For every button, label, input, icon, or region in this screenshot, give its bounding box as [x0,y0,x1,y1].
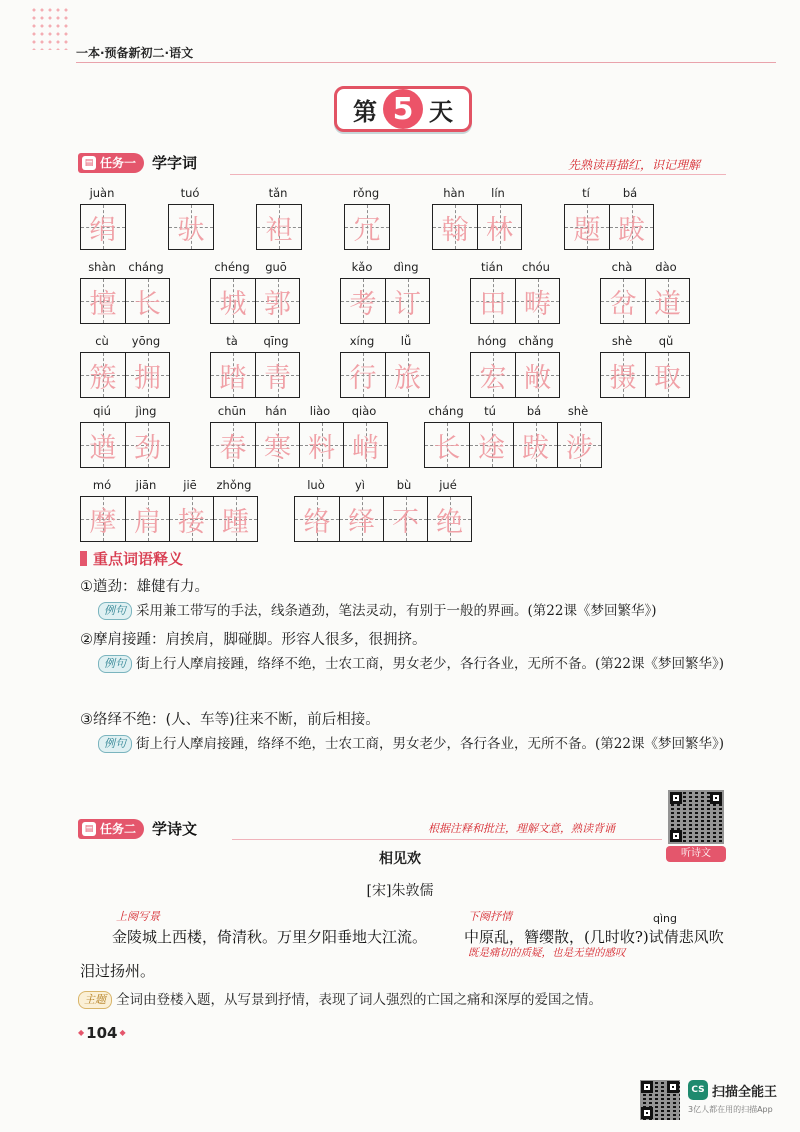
vocab-heading [80,548,183,569]
pinyin-row [210,260,300,276]
tracing-cells [210,422,388,468]
tracing-char: 肩 [134,506,161,538]
tracing-char: 岔 [609,288,637,320]
poem-line-3: 泪过扬州。 [80,962,156,980]
pinyin-row [168,186,214,202]
tracing-cell [341,279,385,323]
pinyin: shè [567,404,589,418]
tracing-char: 络 [303,506,331,538]
tracing-cells [600,352,690,398]
tracing-cell [169,497,213,541]
tracing-cell [565,205,609,249]
tracing-char: 踏 [219,362,247,394]
word-entry [344,186,390,250]
poem-theme [78,988,738,1009]
tracing-cell [295,497,339,541]
word-entry [80,186,126,250]
tracing-cell [645,279,689,323]
pinyin: yì [354,478,365,492]
pinyin: yōng [131,334,161,348]
pinyin-row [256,186,302,202]
pinyin: jué [439,478,457,492]
pinyin: lín [491,186,505,200]
word-entry [340,260,430,324]
word-entry [564,186,654,250]
tracing-cell [557,423,601,467]
pinyin: chéng [214,260,250,274]
annotation-upper: 上阕写景 [116,910,160,923]
example-text: 街上行人摩肩接踵，络绎不绝，士农工商，男女老少，各行各业，无所不备。(第22课《梦回繁华》) [136,736,724,752]
tracing-cells [210,278,300,324]
tracing-cells [168,204,214,250]
tracing-char: 长 [433,432,461,464]
tracing-cell [81,353,125,397]
task1-divider [230,174,726,175]
tracing-char: 跋 [618,214,645,246]
pinyin: dào [655,260,677,274]
tracing-cell [385,279,429,323]
pinyin: qiào [351,404,377,418]
pinyin-row [80,404,170,420]
vocab-heading-label: 重点词语释义 [93,550,184,568]
scanner-tagline: 3亿人都在用的扫描App [688,1105,773,1114]
word-entry [256,186,302,250]
pinyin-annotation: qìng [653,912,677,925]
task2-header [78,818,197,839]
tracing-char: 簇 [89,362,117,394]
tracing-cell [339,497,383,541]
tracing-cell [81,497,125,541]
tracing-char: 订 [394,288,421,320]
task1-tag-label: 任务一 [100,156,137,170]
tracing-char: 驮 [177,214,205,246]
tracing-char: 接 [178,506,205,538]
pinyin-row [80,186,126,202]
tracing-char: 题 [573,214,601,246]
pinyin: tú [484,404,496,418]
word-entry [294,478,472,542]
pinyin: dìng [393,260,419,274]
task2-title: 学诗文 [152,820,198,838]
tracing-char: 冗 [353,214,381,246]
listen-poem-label: 听诗文 [666,846,726,862]
tracing-cell [81,423,125,467]
pinyin: bá [526,404,542,418]
tracing-char: 畴 [524,288,551,320]
pinyin: tǎn [268,186,288,200]
tracing-cell [343,423,387,467]
pinyin-row [424,404,602,420]
pinyin-row [210,404,388,420]
tracing-cells [340,278,430,324]
tracing-char: 踵 [222,506,249,538]
task1-title: 学字词 [152,154,198,172]
poem-line-1: 金陵城上西楼，倚清秋。万里夕阳垂地大江流。 [112,928,428,946]
word-entry [210,404,388,468]
word-entry [80,334,170,398]
pinyin: jiē [183,478,197,492]
task2-tag [78,819,144,839]
pinyin: kǎo [351,260,373,274]
tracing-cell [433,205,477,249]
tracing-cell [211,423,255,467]
tracing-char: 城 [219,288,247,320]
tracing-cells [340,352,430,398]
pinyin-row [600,260,690,276]
theme-tag: 主题 [78,991,112,1009]
pinyin-row [340,334,430,350]
tracing-cell [125,279,169,323]
pinyin-row [432,186,522,202]
tracing-cell [211,279,255,323]
tracing-char: 考 [349,288,377,320]
running-header: 一本·预备新初二·语文 [76,46,194,60]
tracing-char: 涉 [566,432,593,464]
tracing-cell [125,497,169,541]
pinyin: bù [396,478,412,492]
word-entry [470,260,560,324]
word-entry [470,334,560,398]
vocab-example-3 [98,730,738,758]
tracing-char: 宏 [479,362,507,394]
scanner-name: 扫描全能王 [712,1084,778,1100]
example-tag: 例句 [98,735,132,753]
tracing-char: 途 [478,432,505,464]
pinyin: cháng [128,260,164,274]
tracing-cells [344,204,390,250]
day-number: 5 [383,89,423,129]
pinyin: hán [265,404,287,418]
tracing-cells [256,204,302,250]
annotation-lower: 下阕抒情 [468,910,512,923]
day-suffix: 天 [429,97,453,126]
pinyin-row [470,334,560,350]
pinyin: tuó [180,186,200,200]
pinyin: cháng [428,404,464,418]
tracing-char: 取 [654,362,681,394]
page-number: ◆ 104 ◆ [76,1024,128,1042]
pinyin: liào [309,404,331,418]
section-bar-icon [80,551,87,566]
pinyin: qīng [263,334,289,348]
tracing-cell [471,279,515,323]
pinyin: jiān [135,478,157,492]
tracing-char: 林 [486,214,513,246]
tracing-char: 田 [479,288,507,320]
tracing-char: 拥 [134,362,161,394]
pinyin: chóu [522,260,550,274]
day-prefix: 第 [353,97,377,126]
tracing-char: 不 [392,506,419,538]
tracing-cell [255,423,299,467]
task1-tag [78,153,144,173]
pinyin: zhǒng [216,478,252,492]
pinyin: tà [226,334,238,348]
word-entry [168,186,214,250]
tracing-char: 摄 [609,362,637,394]
tracing-cells [470,278,560,324]
tracing-cell [427,497,471,541]
pinyin: tí [582,186,590,200]
scanner-brand [688,1080,777,1100]
pinyin-row [470,260,560,276]
example-tag: 例句 [98,602,132,620]
tracing-char: 遒 [89,432,117,464]
tracing-cell [477,205,521,249]
tracing-cells [424,422,602,468]
tracing-cell [211,353,255,397]
tracing-cell [471,353,515,397]
pinyin-row [80,478,258,494]
task2-divider [232,839,662,840]
book-icon: ▤ [82,822,96,836]
tracing-cell [383,497,427,541]
pinyin: jìng [135,404,157,418]
header-divider [76,62,776,63]
poem-line-2: 中原乱，簪缨散，(几时收?)试倩悲风吹 [464,928,724,946]
tracing-char: 擅 [89,288,117,320]
word-entry [80,404,170,468]
tracing-cells [470,352,560,398]
pinyin: hàn [443,186,465,200]
pinyin: chǎng [518,334,554,348]
tracing-cell [515,279,559,323]
tracing-char: 道 [654,288,681,320]
tracing-cells [564,204,654,250]
decorative-dots [30,6,70,50]
tracing-char: 青 [264,362,291,394]
tracing-char: 绢 [89,214,117,246]
scanner-qr-icon [640,1080,680,1120]
pinyin: luò [307,478,325,492]
tracing-cells [80,496,258,542]
word-entry [80,478,258,542]
tracing-char: 长 [134,288,161,320]
pinyin-row [564,186,654,202]
pinyin: chūn [217,404,247,418]
tracing-cells [80,352,170,398]
word-entry [210,334,300,398]
example-text: 街上行人摩肩接踵，络绎不绝，士农工商，男女老少，各行各业，无所不备。(第22课《梦回繁华》) [136,656,724,672]
vocab-example-2 [98,650,738,678]
tracing-char: 绎 [348,506,375,538]
tracing-char: 跋 [522,432,549,464]
task1-header [78,152,197,173]
pinyin: shè [611,334,633,348]
word-entry [340,334,430,398]
pinyin-row [210,334,300,350]
tracing-cell [645,353,689,397]
word-entry [80,260,170,324]
tracing-char: 寒 [264,432,291,464]
tracing-cell [169,205,213,249]
tracing-char: 春 [219,432,247,464]
poem-title: 相见欢 [379,851,421,867]
tracing-char: 摩 [89,506,117,538]
pinyin: qiú [93,404,111,418]
tracing-cell [255,353,299,397]
tracing-cells [432,204,522,250]
tracing-cell [609,205,653,249]
tracing-cell [257,205,301,249]
word-entry [600,260,690,324]
tracing-cells [600,278,690,324]
pinyin-row [80,260,170,276]
pinyin: lǚ [400,334,412,348]
word-entry [424,404,602,468]
pinyin: tián [480,260,504,274]
book-icon: ▤ [82,156,96,170]
pinyin: hóng [477,334,507,348]
tracing-cell [125,423,169,467]
pinyin: juàn [89,186,115,200]
pinyin: xíng [349,334,375,348]
pinyin-row [80,334,170,350]
tracing-char: 峭 [352,432,379,464]
pinyin: rǒng [352,186,380,200]
vocab-definition-3: ③络绎不绝：(人、车等)往来不断，前后相接。 [80,712,380,728]
tracing-char: 翰 [441,214,469,246]
example-text: 采用兼工带写的手法，线条遒劲，笔法灵动，有别于一般的界画。(第22课《梦回繁华》) [136,603,657,619]
tracing-cell [601,279,645,323]
vocab-example-1 [98,597,738,625]
tracing-char: 劲 [134,432,161,464]
pinyin-row [294,478,472,494]
task2-note: 根据注释和批注，理解文意，熟读背诵 [428,822,615,835]
tracing-cell [345,205,389,249]
tracing-cells [210,352,300,398]
tracing-cell [515,353,559,397]
scanner-logo-icon: CS [688,1080,708,1100]
pinyin: chà [611,260,633,274]
word-entry [600,334,690,398]
tracing-char: 旅 [394,362,421,394]
tracing-cell [299,423,343,467]
pinyin: cù [95,334,109,348]
tracing-char: 郭 [264,288,291,320]
annotation-question: 既是痛切的质疑，也是无望的感叹 [468,947,626,959]
vocab-definition-2: ②摩肩接踵：肩挨肩，脚碰脚。形容人很多，很拥挤。 [80,632,427,648]
pinyin: shàn [88,260,116,274]
tracing-cell [125,353,169,397]
tracing-cell [425,423,469,467]
tracing-cell [81,205,125,249]
task2-tag-label: 任务二 [100,822,137,836]
poem-author: [宋]朱敦儒 [366,883,434,899]
pinyin: mó [92,478,112,492]
word-entry [432,186,522,250]
tracing-cell [513,423,557,467]
task1-note: 先熟读再描红，识记理解 [568,158,701,172]
tracing-char: 行 [349,362,377,394]
word-entry [210,260,300,324]
pinyin-row [344,186,390,202]
tracing-cells [80,422,170,468]
tracing-cells [80,204,126,250]
tracing-cell [255,279,299,323]
tracing-cells [294,496,472,542]
tracing-cell [341,353,385,397]
tracing-char: 料 [308,432,335,464]
tracing-char: 袒 [265,214,293,246]
pinyin-row [600,334,690,350]
tracing-cell [213,497,257,541]
pinyin: bá [622,186,638,200]
pinyin-row [340,260,430,276]
qr-code-icon[interactable] [668,790,724,844]
example-tag: 例句 [98,655,132,673]
day-badge [334,86,472,132]
vocab-definition-1: ①遒劲：雄健有力。 [80,579,209,595]
pinyin: guō [265,260,287,274]
tracing-cell [469,423,513,467]
tracing-cell [601,353,645,397]
tracing-cells [80,278,170,324]
tracing-char: 绝 [436,506,463,538]
tracing-cell [385,353,429,397]
theme-text: 全词由登楼入题，从写景到抒情，表现了词人强烈的亡国之痛和深厚的爱国之情。 [116,992,602,1008]
tracing-char: 敞 [524,362,551,394]
tracing-cell [81,279,125,323]
pinyin: qǔ [658,334,674,348]
